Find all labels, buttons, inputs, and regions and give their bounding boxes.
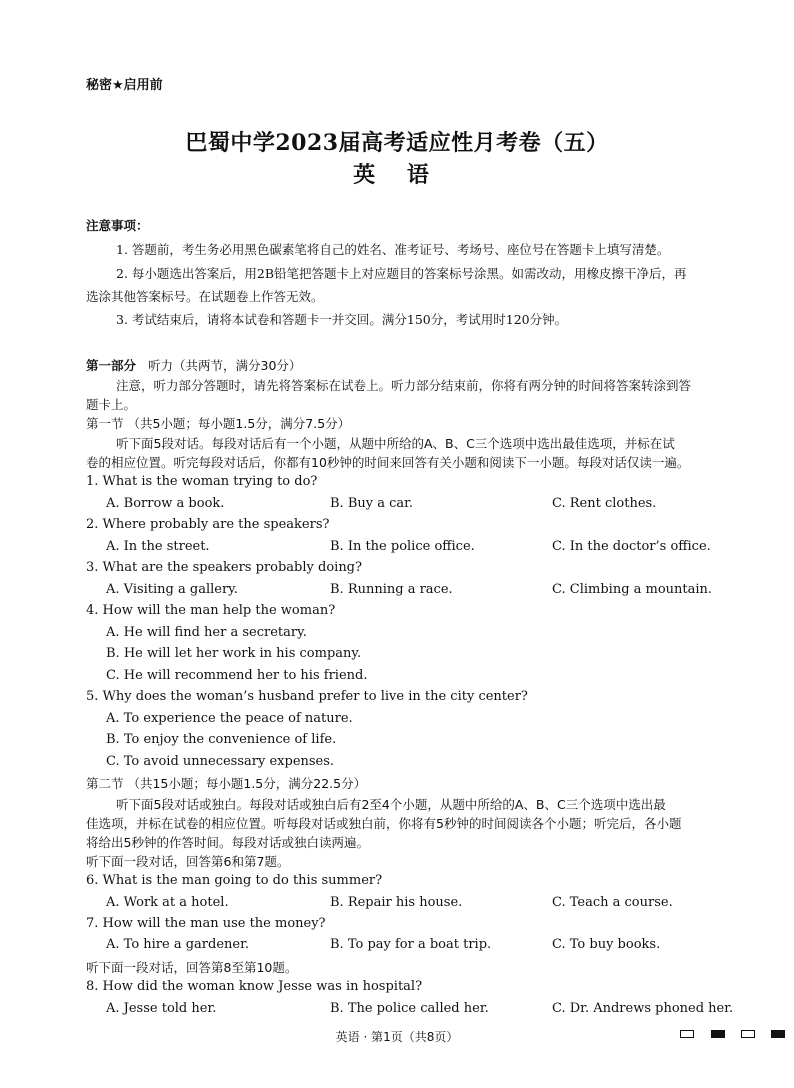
part1-intro-line2: 题卡上。 — [86, 397, 137, 412]
question-8-option-a: A. Jesse told her. — [106, 1001, 217, 1016]
question-3-option-a: A. Visiting a gallery. — [106, 582, 238, 597]
page-footer: 英语 · 第1页（共8页） — [335, 1030, 459, 1044]
question-2-option-a: A. In the street. — [106, 539, 210, 554]
section2-heading: 第二节 （共15小题；每小题1.5分，满分22.5分） — [86, 776, 367, 791]
question-7-option-c: C. To buy books. — [552, 937, 661, 952]
part1-label: 第一部分 — [86, 358, 137, 373]
question-2-option-c: C. In the doctor’s office. — [552, 539, 711, 554]
question-4-option-b: B. He will let her work in his company. — [106, 646, 362, 661]
question-8-stem: 8. How did the woman know Jesse was in hospital? — [86, 979, 423, 994]
corner-mark-outline-icon — [741, 1030, 755, 1038]
question-8-option-b: B. The police called her. — [330, 1001, 489, 1016]
question-7-stem: 7. How will the man use the money? — [86, 916, 326, 931]
notice-item-1: 1. 答题前，考生务必用黑色碳素笔将自己的姓名、准考证号、考场号、座位号在答题卡上填写清楚。 — [116, 242, 670, 257]
question-5-option-b: B. To enjoy the convenience of life. — [106, 732, 337, 747]
part1-title: 听力（共两节，满分30分） — [148, 358, 302, 373]
question-5-option-c: C. To avoid unnecessary expenses. — [106, 754, 335, 769]
question-7-option-a: A. To hire a gardener. — [106, 937, 250, 952]
notice-item-2-line2: 选涂其他答案标号。在试题卷上作答无效。 — [86, 289, 324, 304]
listen-instruction-6-7: 听下面一段对话，回答第6和第7题。 — [86, 854, 290, 869]
section2-intro-line3: 将给出5秒钟的作答时间。每段对话或独白读两遍。 — [86, 835, 369, 850]
subject-title: 英 语 — [353, 162, 441, 188]
section2-intro-line2: 佳选项，并标在试卷的相应位置。听每段对话或独白前，你将有5秒钟的时间阅读各个小题；听完后，各小题 — [86, 816, 682, 831]
question-1-option-c: C. Rent clothes. — [552, 496, 657, 511]
question-2-stem: 2. Where probably are the speakers? — [86, 517, 330, 532]
question-1-option-a: A. Borrow a book. — [106, 496, 225, 511]
question-3-option-b: B. Running a race. — [330, 582, 453, 597]
notice-item-3: 3. 考试结束后，请将本试卷和答题卡一并交回。满分150分，考试用时120分钟。 — [116, 312, 568, 327]
question-6-option-b: B. Repair his house. — [330, 895, 463, 910]
question-1-option-b: B. Buy a car. — [330, 496, 414, 511]
question-5-option-a: A. To experience the peace of nature. — [106, 711, 353, 726]
question-4-option-c: C. He will recommend her to his friend. — [106, 668, 368, 683]
question-4-option-a: A. He will find her a secretary. — [106, 625, 307, 640]
question-1-stem: 1. What is the woman trying to do? — [86, 474, 318, 489]
section1-intro-line1: 听下面5段对话。每段对话后有一个小题，从题中所给的A、B、C三个选项中选出最佳选项，并标在试 — [116, 436, 675, 451]
question-4-stem: 4. How will the man help the woman? — [86, 603, 336, 618]
section2-intro-line1: 听下面5段对话或独白。每段对话或独白后有2至4个小题，从题中所给的A、B、C三个选项中选出最 — [116, 797, 666, 812]
question-6-stem: 6. What is the man going to do this summer? — [86, 873, 383, 888]
corner-mark-filled-icon — [771, 1030, 785, 1038]
question-8-option-c: C. Dr. Andrews phoned her. — [552, 1001, 734, 1016]
question-6-option-c: C. Teach a course. — [552, 895, 673, 910]
corner-mark-filled-icon — [711, 1030, 725, 1038]
section1-intro-line2: 卷的相应位置。听完每段对话后，你都有10秒钟的时间来回答有关小题和阅读下一小题。每段对话仅读一遍。 — [86, 455, 690, 470]
question-3-option-c: C. Climbing a mountain. — [552, 582, 713, 597]
part1-intro-line1: 注意，听力部分答题时，请先将答案标在试卷上。听力部分结束前，你将有两分钟的时间将答案转涂到答 — [116, 378, 692, 393]
question-3-stem: 3. What are the speakers probably doing? — [86, 560, 362, 575]
listen-instruction-8-10: 听下面一段对话，回答第8至第10题。 — [86, 960, 298, 975]
question-5-stem: 5. Why does the woman’s husband prefer to live in the city center? — [86, 689, 528, 704]
confidential-label: 秘密★启用前 — [86, 78, 163, 93]
question-2-option-b: B. In the police office. — [330, 539, 475, 554]
corner-mark-outline-icon — [680, 1030, 694, 1038]
question-7-option-b: B. To pay for a boat trip. — [330, 937, 492, 952]
notice-item-2-line1: 2. 每小题选出答案后，用2B铅笔把答题卡上对应题目的答案标号涂黑。如需改动，用橡皮擦干净后，再 — [116, 266, 687, 281]
part1-heading — [86, 356, 301, 374]
section1-heading: 第一节 （共5小题；每小题1.5分，满分7.5分） — [86, 416, 351, 431]
notice-heading: 注意事项： — [86, 218, 149, 233]
exam-title: 巴蜀中学2023届高考适应性月考卷（五） — [185, 130, 609, 156]
question-6-option-a: A. Work at a hotel. — [106, 895, 229, 910]
